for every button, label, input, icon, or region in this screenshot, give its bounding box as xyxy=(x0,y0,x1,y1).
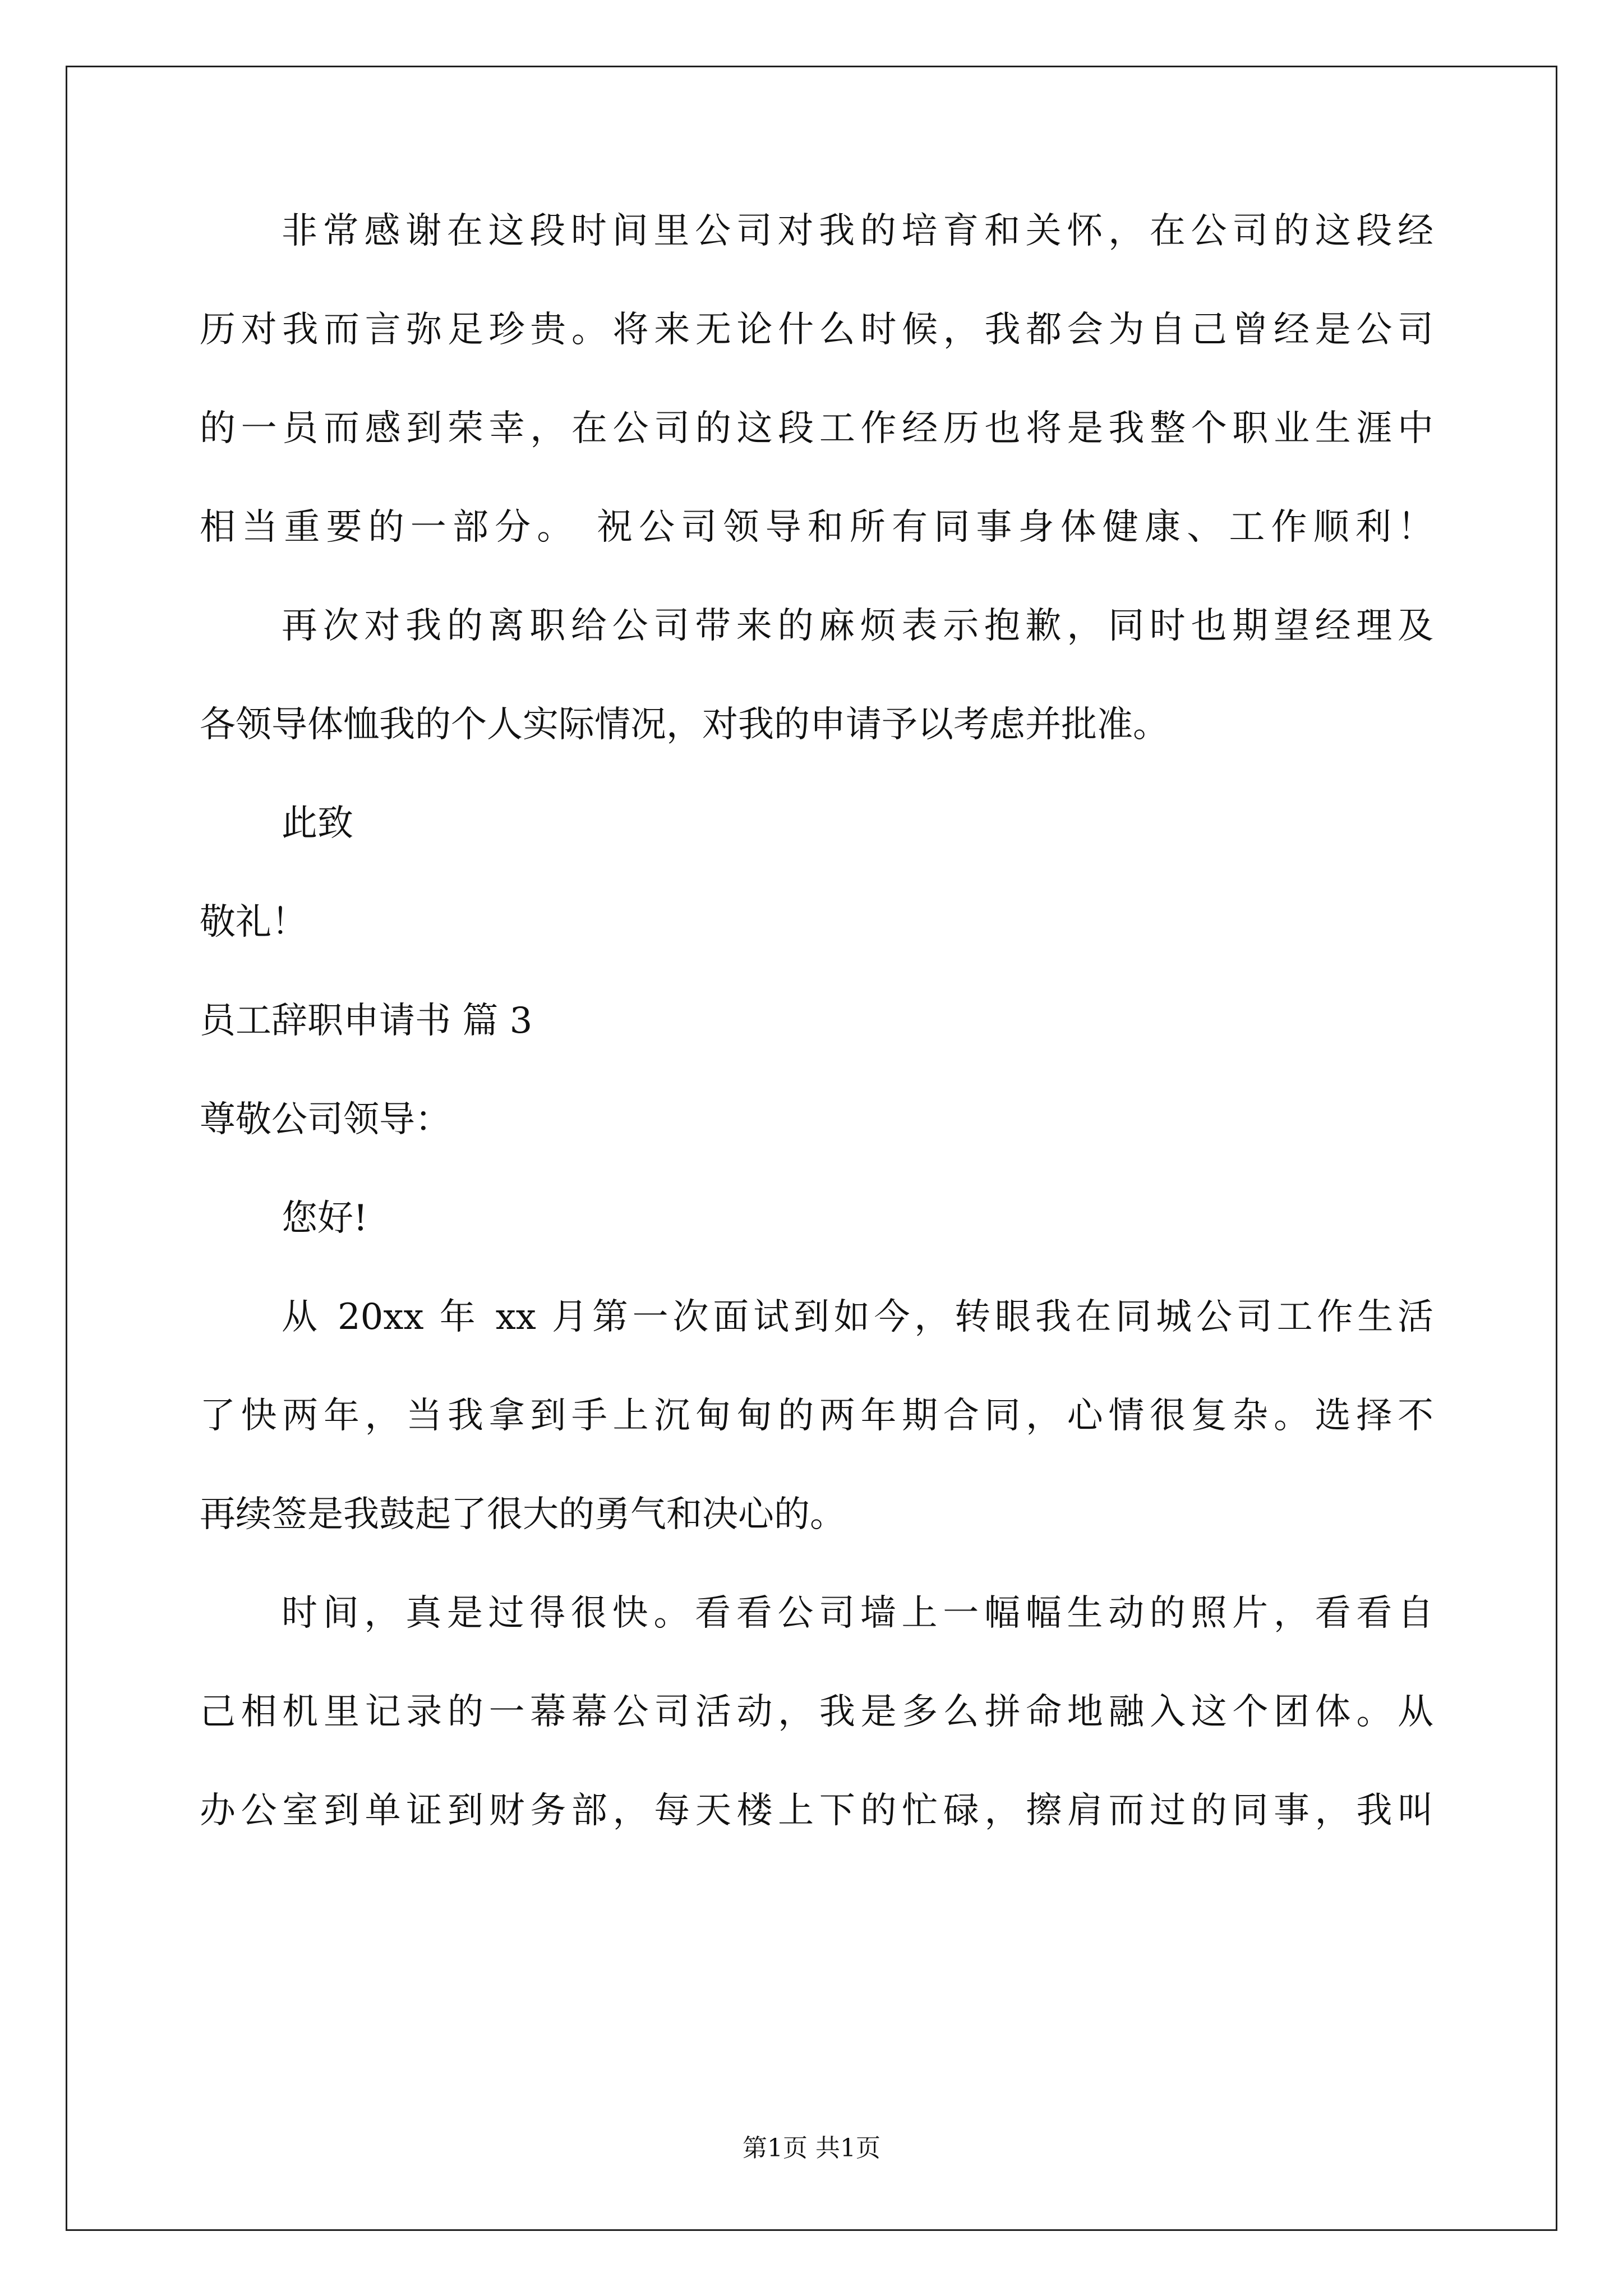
page-border xyxy=(66,66,1557,2231)
greeting-line: 您好! xyxy=(282,1198,368,1239)
paragraph-line: 从 20xx 年 xx 月第一次面试到如今，转眼我在同城公司工作生活 xyxy=(282,1296,1433,1338)
paragraph-line: 非常感谢在这段时间里公司对我的培育和关怀，在公司的这段经 xyxy=(282,210,1433,252)
section-heading: 员工辞职申请书 篇 3 xyxy=(200,1000,533,1042)
paragraph-line: 再续签是我鼓起了很大的勇气和决心的。 xyxy=(200,1494,846,1535)
greeting-line: 尊敬公司领导： xyxy=(200,1099,451,1140)
paragraph-line: 再次对我的离职给公司带来的麻烦表示抱歉，同时也期望经理及 xyxy=(282,605,1433,647)
paragraph-line: 己相机里记录的一幕幕公司活动，我是多么拼命地融入这个团体。从 xyxy=(200,1691,1433,1733)
paragraph-line: 了快两年，当我拿到手上沉甸甸的两年期合同，心情很复杂。选择不 xyxy=(200,1395,1433,1437)
paragraph-line: 历对我而言弥足珍贵。将来无论什么时候，我都会为自己曾经是公司 xyxy=(200,309,1433,351)
salutation-line: 敬礼！ xyxy=(200,901,307,943)
paragraph-line: 时间，真是过得很快。看看公司墙上一幅幅生动的照片，看看自 xyxy=(282,1593,1433,1634)
paragraph-line: 相当重要的一部分。 祝公司领导和所有同事身体健康、工作顺利！ xyxy=(200,507,1433,548)
closing-line: 此致 xyxy=(282,803,353,844)
paragraph-line: 办公室到单证到财务部，每天楼上下的忙碌，擦肩而过的同事，我叫 xyxy=(200,1790,1433,1832)
paragraph-line: 的一员而感到荣幸，在公司的这段工作经历也将是我整个职业生涯中 xyxy=(200,408,1433,449)
paragraph-line: 各领导体恤我的个人实际情况，对我的申请予以考虑并批准。 xyxy=(200,704,1169,746)
page-number-footer: 第1页 共1页 xyxy=(743,2134,880,2162)
